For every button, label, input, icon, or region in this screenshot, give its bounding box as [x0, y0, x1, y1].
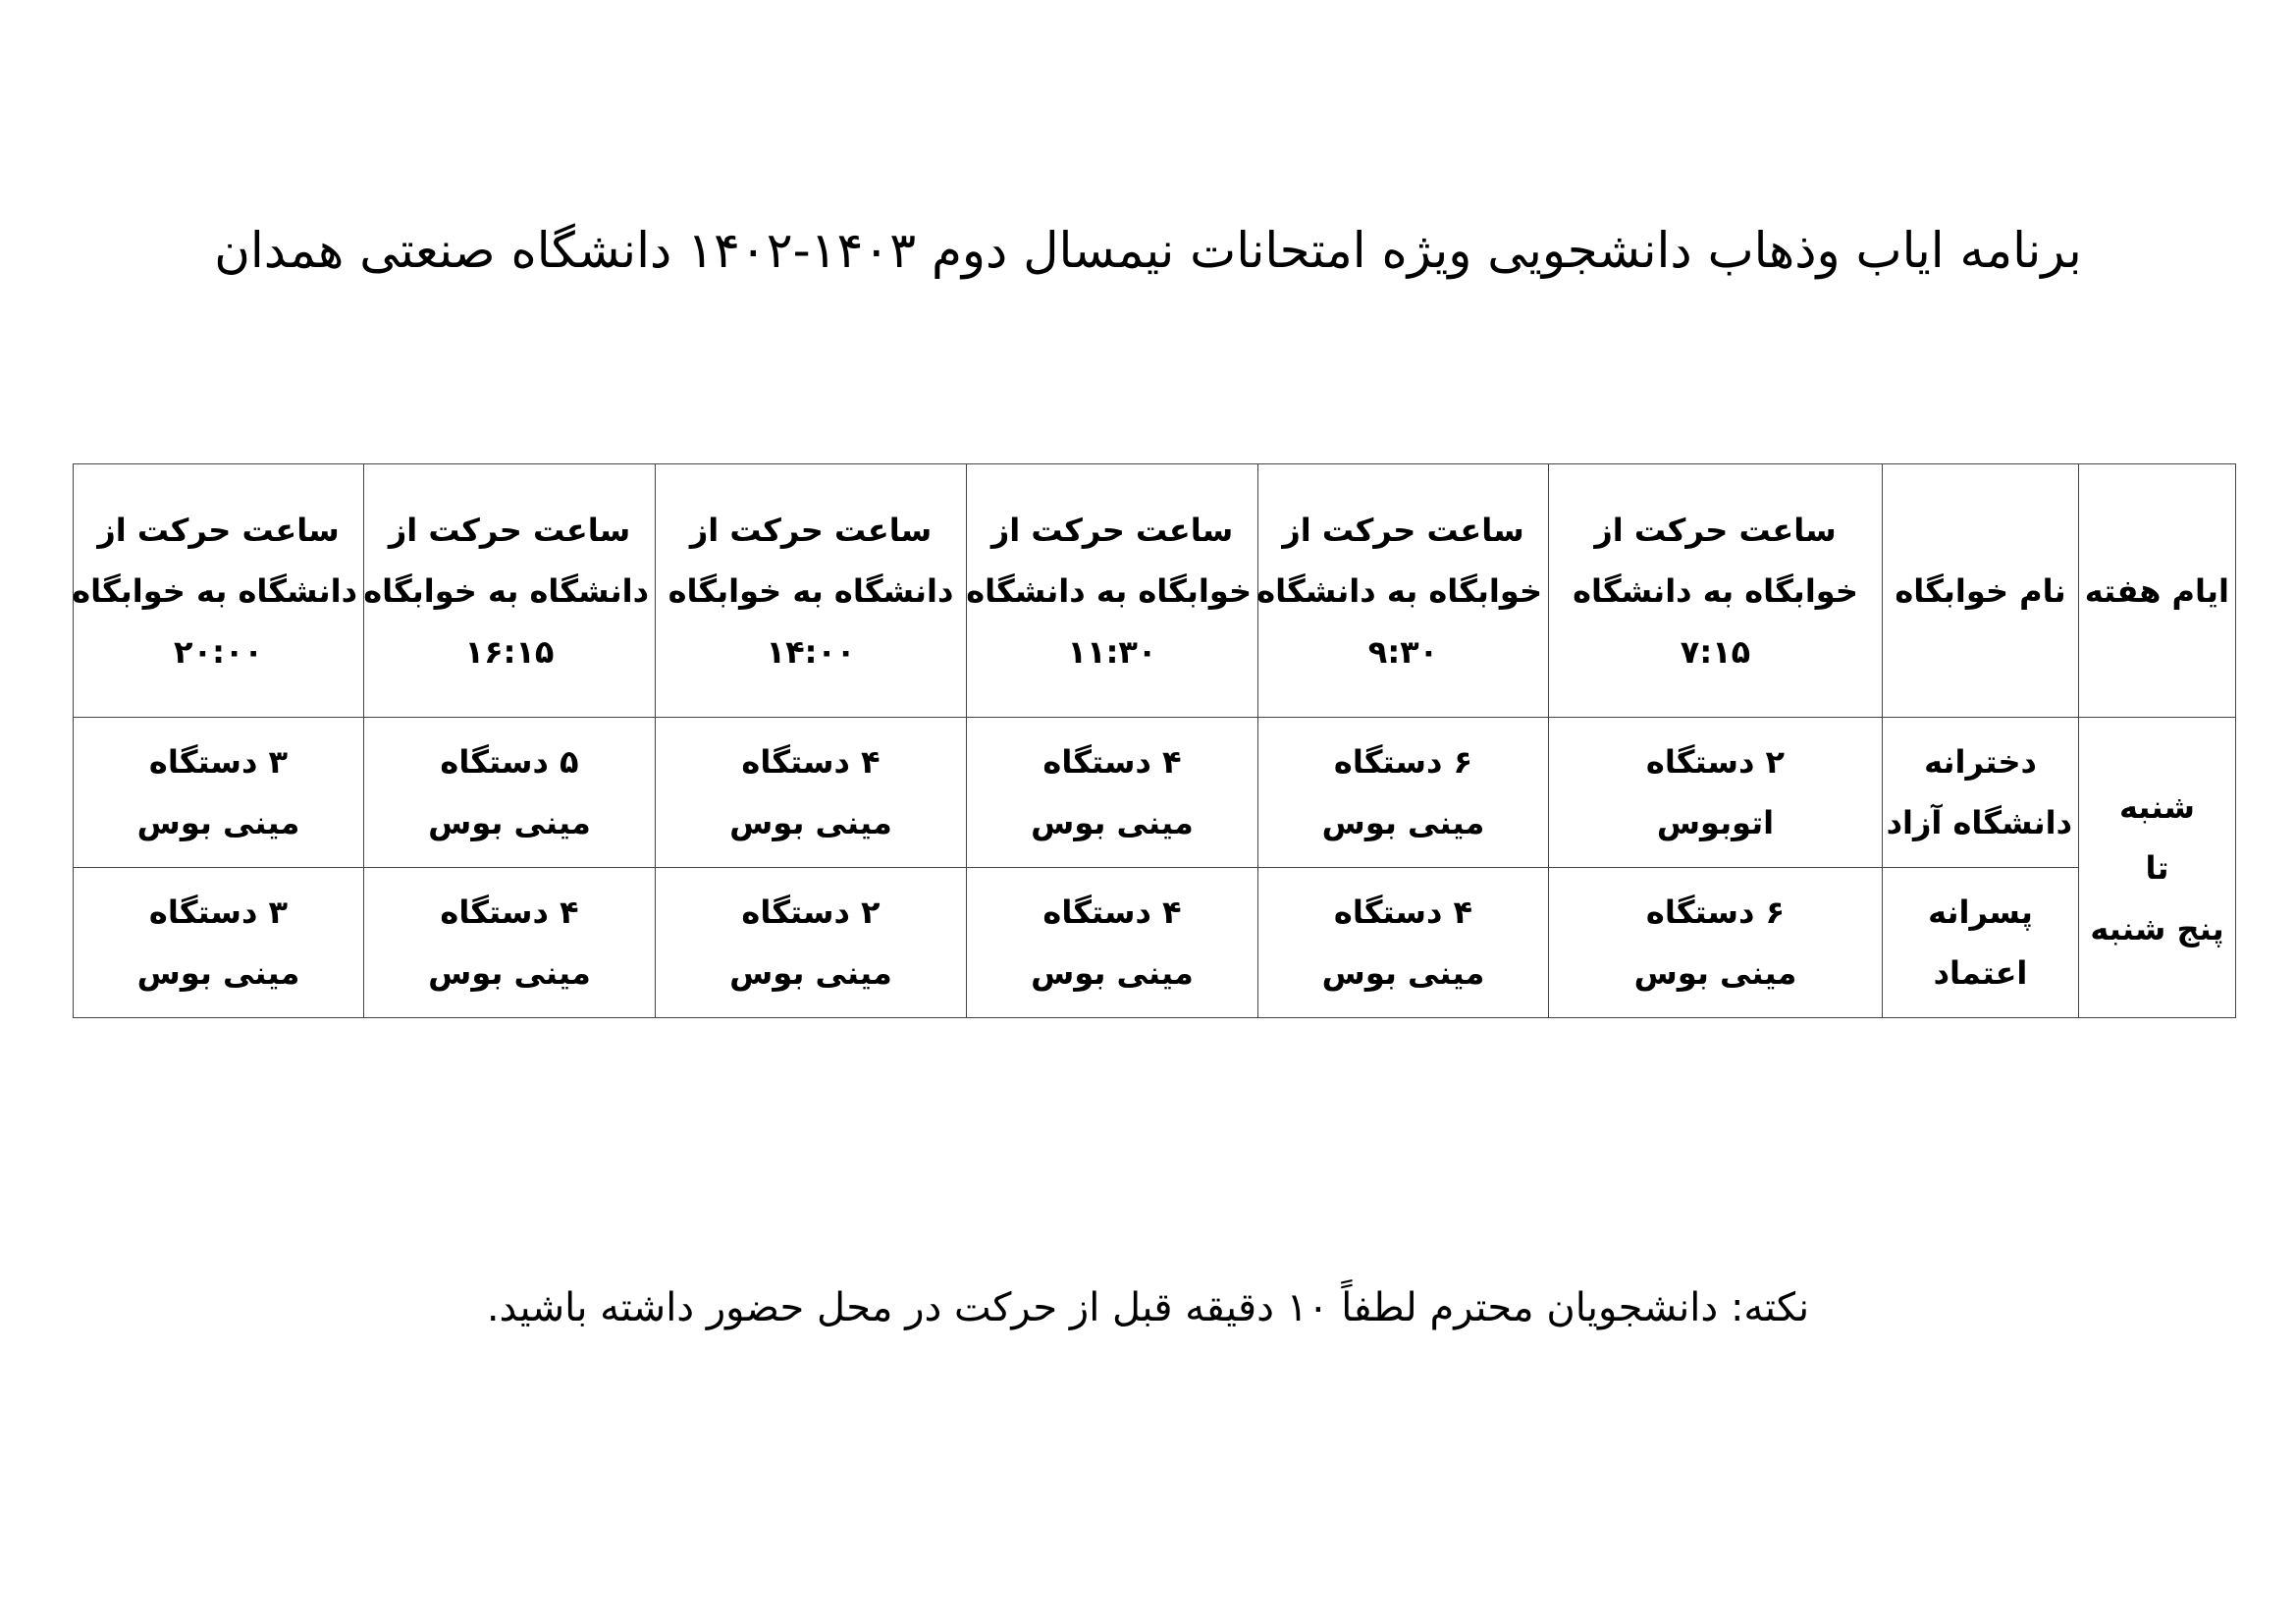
bus-count: ۴ دستگاه: [1042, 893, 1182, 931]
bus-count: ۴ دستگاه: [1042, 743, 1182, 781]
bus-cell: [1258, 868, 1549, 1018]
header-trip-label: ساعت حرکت از: [689, 511, 933, 549]
header-trip-time: ۱۱:۳۰: [1067, 632, 1157, 671]
days-start: شنبه: [2119, 787, 2195, 826]
days-cell: [2079, 718, 2236, 1018]
bus-type: مینی بوس: [428, 954, 591, 992]
bus-count: ۳ دستگاه: [148, 893, 289, 931]
days-to: تا: [2145, 848, 2169, 887]
header-trip-label: ساعت حرکت از: [388, 511, 631, 549]
header-trip-3: [967, 464, 1258, 718]
header-trip-direction: دانشگاه به خوابگاه: [667, 571, 954, 610]
bus-cell: [364, 718, 656, 868]
bus-count: ۶ دستگاه: [1333, 743, 1473, 781]
bus-cell: [967, 868, 1258, 1018]
dorm-cell: [1883, 718, 2079, 868]
header-trip-time: ۱۴:۰۰: [766, 632, 856, 671]
bus-cell: [1258, 718, 1549, 868]
days-end: پنج شنبه: [2090, 909, 2224, 947]
header-trip-direction: خوابگاه به دانشگاه: [1256, 571, 1542, 610]
header-trip-label: ساعت حرکت از: [1282, 511, 1524, 549]
bus-count: ۲ دستگاه: [1645, 743, 1786, 781]
dorm-cell: [1883, 868, 2079, 1018]
bus-cell: [967, 718, 1258, 868]
header-trip-time: ۹:۳۰: [1367, 632, 1439, 671]
bus-type: مینی بوس: [1321, 804, 1485, 841]
bus-type: مینی بوس: [428, 804, 591, 841]
bus-cell: [656, 868, 967, 1018]
header-trip-direction: دانشگاه به خوابگاه: [72, 571, 357, 610]
bus-count: ۴ دستگاه: [741, 743, 881, 781]
bus-cell: [364, 868, 656, 1018]
bus-cell: [74, 868, 364, 1018]
header-trip-label: ساعت حرکت از: [990, 511, 1234, 549]
schedule-table: [73, 463, 2236, 1018]
bus-type: مینی بوس: [136, 804, 300, 841]
table-header-row: [74, 464, 2236, 718]
header-trip-direction: دانشگاه به خوابگاه: [363, 571, 649, 610]
bus-count: ۳ دستگاه: [148, 743, 289, 781]
bus-type: اتوبوس: [1656, 804, 1775, 841]
bus-count: ۶ دستگاه: [1645, 893, 1786, 931]
header-trip-4: [656, 464, 967, 718]
bus-cell: [1549, 868, 1883, 1018]
bus-type: مینی بوس: [1633, 954, 1797, 992]
bus-count: ۲ دستگاه: [741, 893, 881, 931]
bus-count: ۴ دستگاه: [1333, 893, 1473, 931]
bus-cell: [74, 718, 364, 868]
bus-count: ۴ دستگاه: [440, 893, 579, 931]
header-trip-direction: خوابگاه به دانشگاه: [966, 571, 1252, 610]
dorm-type: دخترانه: [1924, 743, 2037, 781]
header-trip-label: ساعت حرکت از: [97, 511, 340, 549]
dorm-name: اعتماد: [1933, 954, 2028, 992]
dorm-type: پسرانه: [1928, 893, 2033, 931]
header-trip-2: [1258, 464, 1549, 718]
header-trip-label: ساعت حرکت از: [1594, 511, 1837, 549]
bus-type: مینی بوس: [729, 804, 892, 841]
table-row: [74, 718, 2236, 868]
bus-type: مینی بوس: [729, 954, 892, 992]
bus-cell: [1549, 718, 1883, 868]
header-trip-time: ۱۶:۱۵: [464, 632, 555, 671]
bus-count: ۵ دستگاه: [440, 743, 579, 781]
header-days: ایام هفته: [2079, 464, 2236, 718]
bus-type: مینی بوس: [1321, 954, 1485, 992]
header-trip-1: [1549, 464, 1883, 718]
bus-cell: [656, 718, 967, 868]
header-dorm: نام خوابگاه: [1883, 464, 2079, 718]
header-trip-time: ۷:۱۵: [1680, 632, 1751, 671]
footer-note: نکته: دانشجویان محترم لطفاً ۱۰ دقیقه قبل از حرکت در محل حضور داشته باشید.: [486, 1285, 1810, 1330]
page-title: برنامه ایاب وذهاب دانشجویی ویژه امتحانات نیمسال دوم ۱۴۰۳-۱۴۰۲ دانشگاه صنعتی همدان: [214, 222, 2082, 279]
header-trip-6: [74, 464, 364, 718]
bus-type: مینی بوس: [1031, 804, 1194, 841]
bus-type: مینی بوس: [1031, 954, 1194, 992]
header-trip-time: ۲۰:۰۰: [174, 632, 263, 671]
table-row: [74, 868, 2236, 1018]
bus-type: مینی بوس: [136, 954, 300, 992]
header-trip-5: [364, 464, 656, 718]
header-trip-direction: خوابگاه به دانشگاه: [1573, 571, 1858, 610]
dorm-name: دانشگاه آزاد: [1886, 804, 2072, 841]
